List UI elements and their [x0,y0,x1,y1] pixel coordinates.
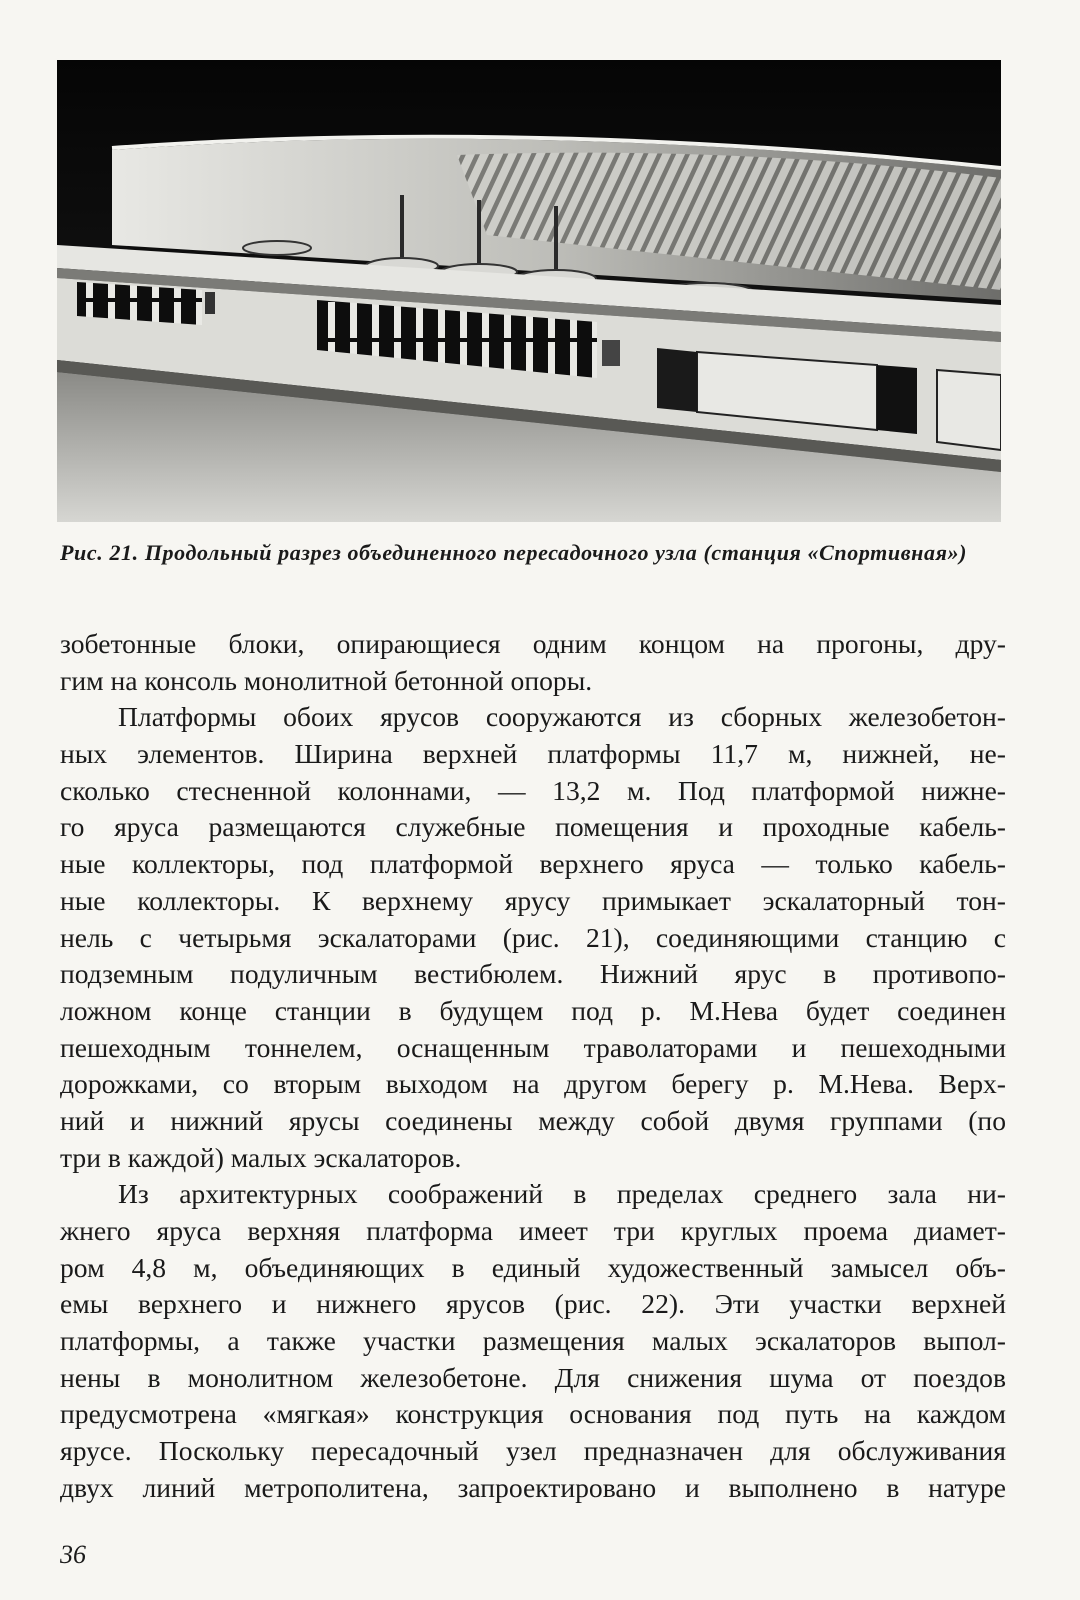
text-line: Платформы обоих ярусов сооружаются из сборных железобетон- [118,701,1006,733]
text-line: ром 4,8 м, объединяющих в единый художественный замысел объ- [60,1251,1006,1283]
text-line: ний и нижний ярусы соединены между собой двумя группами (по [60,1104,1006,1136]
text-line: ных элементов. Ширина верхней платформы 11,7 м, нижней, не- [60,738,1006,770]
text-line: нель с четырьмя эскалаторами (рис. 21), соединяющими станцию с [60,921,1006,953]
text-line: предусмотрена «мягкая» конструкция основания под путь на каждом [60,1398,1006,1430]
paragraph-3 [60,1176,1006,1506]
text-line: три в каждой) малых эскалаторов. [60,1141,462,1173]
text-line: ложном конце станции в будущем под р. М.Нева будет соединен [60,994,1006,1026]
paragraph-1 [60,626,1006,699]
figure-photo [57,60,1001,522]
text-line: зобетонные блоки, опирающиеся одним концом на прогоны, дру- [60,628,1006,659]
text-line: подземным подуличным вестибюлем. Нижний ярус в противопо- [60,958,1006,990]
text-line: гим на консоль монолитной бетонной опоры. [60,664,593,696]
text-line: ные коллекторы, под платформой верхнего яруса — только кабель- [60,848,1006,880]
page-number: 36 [60,1540,86,1569]
text-line: Из архитектурных соображений в пределах среднего зала ни- [118,1178,1006,1210]
model-photo-illustration [57,60,1001,522]
text-line: ярусе. Поскольку пересадочный узел предназначен для обслуживания [60,1435,1006,1467]
text-line: го яруса размещаются служебные помещения и проходные кабель- [60,811,1006,843]
text-line: нены в монолитном железобетоне. Для снижения шума от поездов [60,1361,1006,1393]
text-line: жнего яруса верхняя платформа имеет три круглых проема диамет- [60,1215,1006,1246]
body-text [60,626,1006,1507]
text-line: пешеходным тоннелем, оснащенным траволаторами и пешеходными [60,1031,1006,1063]
text-line: дорожками, со вторым выходом на другом берегу р. М.Нева. Верх- [60,1068,1006,1100]
text-line: емы верхнего и нижнего ярусов (рис. 22). Эти участки верхней [60,1288,1006,1320]
text-line: двух линий метрополитена, запроектировано и выполнено в натуре [60,1471,1006,1503]
paragraph-2 [60,699,1006,1176]
text-line: платформы, а также участки размещения малых эскалаторов выпол- [60,1325,1006,1357]
text-line: ные коллекторы. К верхнему ярусу примыкает эскалаторный тон- [60,884,1006,916]
text-line: сколько стесненной колоннами, — 13,2 м. Под платформой нижне- [60,774,1006,806]
figure-caption: Рис. 21. Продольный разрез объединенного пересадочного узла (станция «Спортивная») [60,540,968,565]
